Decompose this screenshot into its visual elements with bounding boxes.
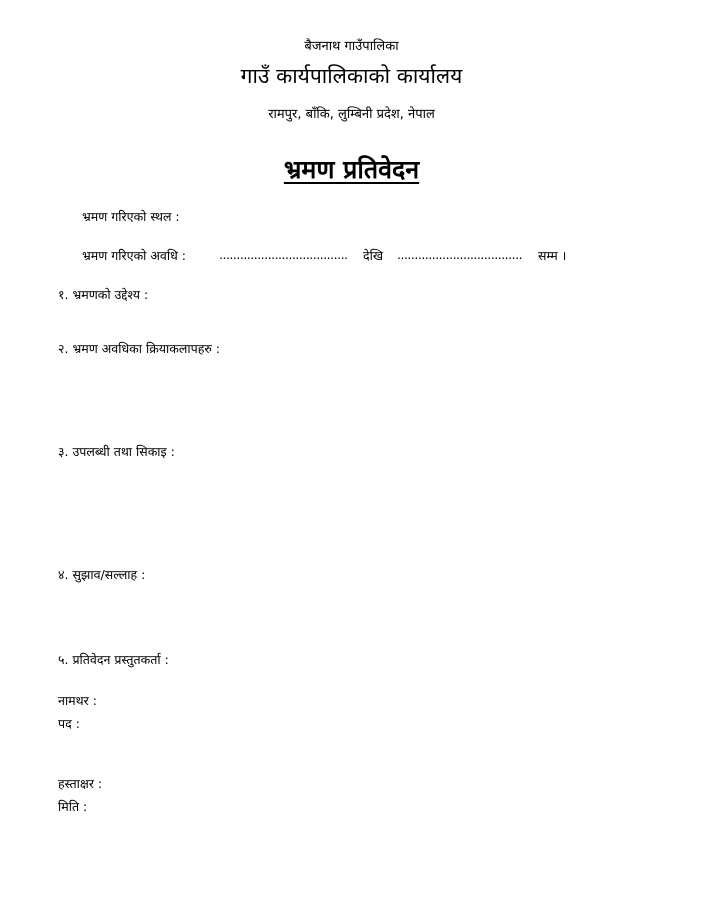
section-objective: १. भ्रमणको उद्देश्य :: [58, 287, 149, 302]
submitter-post-label: पद :: [58, 716, 80, 731]
period-to-label: सम्म ।: [538, 248, 567, 263]
section-activities: २. भ्रमण अवधिका क्रियाकलापहरु :: [58, 341, 220, 356]
period-to-blank: ....................................: [397, 247, 523, 262]
page-title: [0, 152, 703, 186]
period-from-label: देखि: [363, 248, 384, 263]
office-address: रामपुर, बाँकि, लुम्बिनी प्रदेश, नेपाल: [268, 107, 435, 122]
municipality-name: बैजनाथ गाउँपालिका: [304, 39, 399, 54]
signature-label: हस्ताक्षर :: [58, 776, 103, 791]
date-label: मिति :: [58, 799, 88, 814]
section-suggestions: ४. सुझाव/सल्लाह :: [58, 567, 146, 582]
visit-period-label: भ्रमण गरिएको अवधि :: [82, 248, 186, 263]
title-text: भ्रमण प्रतिवेदन: [283, 155, 420, 184]
office-name: गाउँ कार्यपालिकाको कार्यालय: [240, 64, 463, 88]
section-submitter: ५. प्रतिवेदन प्रस्तुतकर्ता :: [58, 652, 169, 667]
submitter-name-label: नामथर :: [58, 693, 97, 708]
visit-place-label: भ्रमण गरिएको स्थल :: [82, 209, 180, 224]
section-achievements: ३. उपलब्धी तथा सिकाइ :: [58, 444, 175, 459]
period-from-blank: .....................................: [219, 247, 348, 262]
